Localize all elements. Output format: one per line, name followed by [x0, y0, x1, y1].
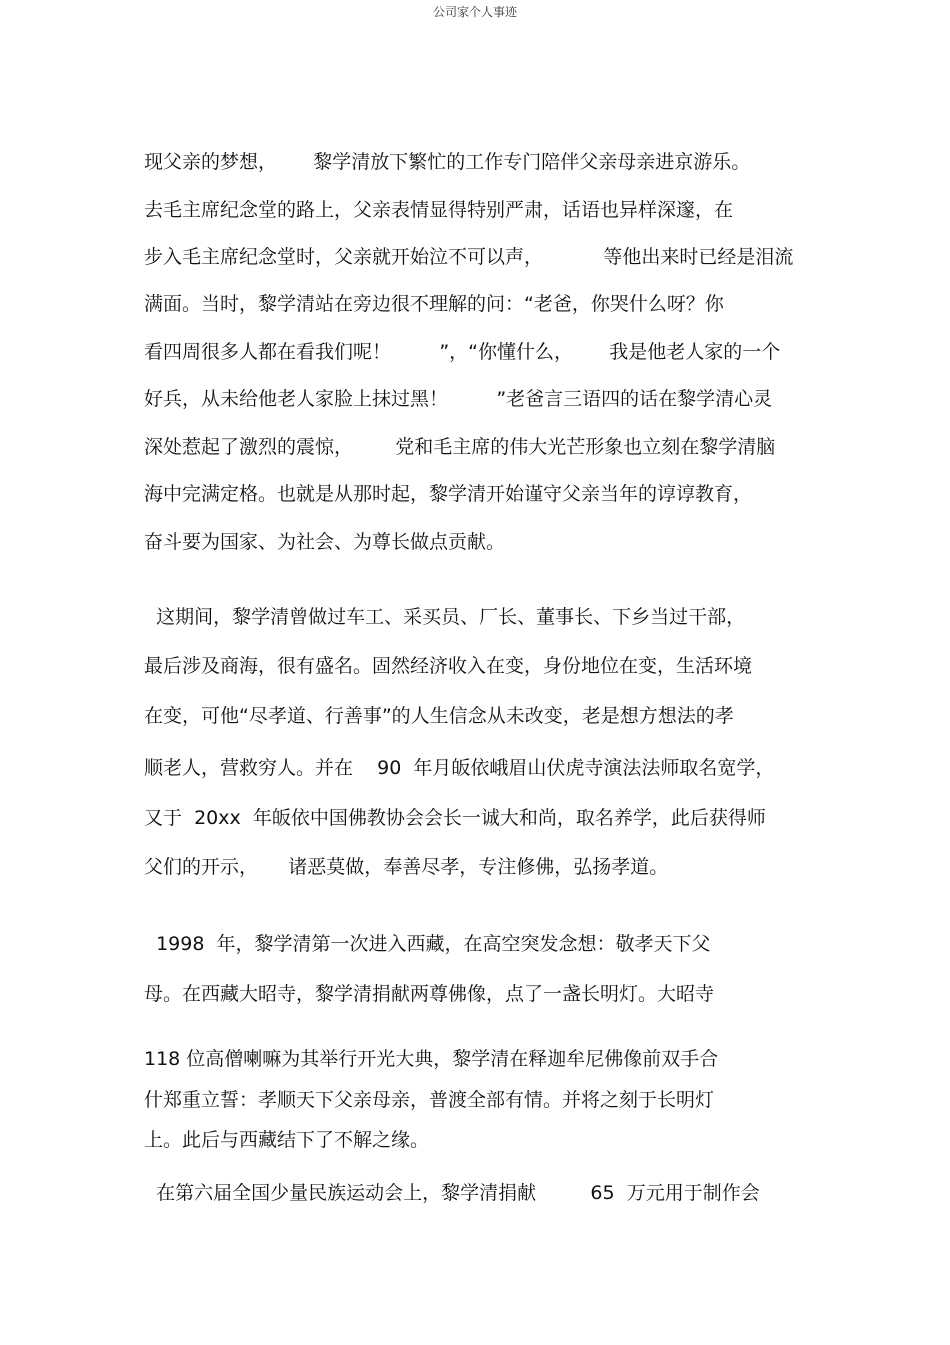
- text-line: 步入毛主席纪念堂时，父亲就开始泣不可以声， 等他出来时已经是泪流: [144, 246, 794, 268]
- text-line: 什郑重立誓：孝顺天下父亲母亲，普渡全部有情。并将之刻于长明灯: [144, 1089, 715, 1111]
- text-line: 现父亲的梦想， 黎学清放下繁忙的工作专门陪伴父亲母亲进京游乐。: [144, 151, 751, 173]
- text-line: 最后涉及商海，很有盛名。固然经济收入在变，身份地位在变，生活环境: [144, 655, 753, 677]
- text-line: 上。此后与西藏结下了不解之缘。: [144, 1129, 430, 1151]
- text-line: 又于 20xx 年皈依中国佛教协会会长一诚大和尚，取名养学，此后获得师: [144, 807, 766, 829]
- text-line: 母。在西藏大昭寺，黎学清捐献两尊佛像，点了一盏长明灯。大昭寺: [144, 983, 715, 1005]
- text-line: 看四周很多人都在看我们呢！ ”，“你懂什么， 我是他老人家的一个: [144, 341, 781, 363]
- text-line: 奋斗要为国家、为社会、为尊长做点贡献。: [144, 531, 506, 553]
- text-line: 去毛主席纪念堂的路上，父亲表情显得特别严肃，话语也异样深邃，在: [144, 199, 734, 221]
- text-line: 满面。当时，黎学清站在旁边很不理解的问：“老爸，你哭什么呀？你: [144, 293, 724, 315]
- text-line: 顺老人，营救穷人。并在 90 年月皈依峨眉山伏虎寺演法法师取名宽学，: [144, 757, 775, 779]
- text-line: 1998 年，黎学清第一次进入西藏，在高空突发念想：敬孝天下父: [144, 933, 711, 955]
- text-line: 这期间，黎学清曾做过车工、采买员、厂长、董事长、下乡当过干部，: [144, 606, 746, 628]
- text-line: 在变，可他“尽孝道、行善事”的人生信念从未改变，老是想方想法的孝: [144, 705, 734, 727]
- text-line: 父们的开示， 诸恶莫做，奉善尽孝，专注修佛，弘扬孝道。: [144, 856, 669, 878]
- text-line: 好兵，从未给他老人家脸上抹过黑！ ”老爸言三语四的话在黎学清心灵: [144, 388, 773, 410]
- text-line: 深处惹起了激烈的震惊， 党和毛主席的伟大光芒形象也立刻在黎学清脑: [144, 436, 776, 458]
- page-header: 公司家个人事迹: [432, 5, 517, 19]
- text-line: 在第六届全国少量民族运动会上，黎学清捐献 65 万元用于制作会: [144, 1182, 760, 1204]
- text-line: 118 位高僧喇嘛为其举行开光大典，黎学清在释迦牟尼佛像前双手合: [144, 1048, 719, 1070]
- text-line: 海中完满定格。也就是从那时起，黎学清开始谨守父亲当年的谆谆教育，: [144, 483, 753, 505]
